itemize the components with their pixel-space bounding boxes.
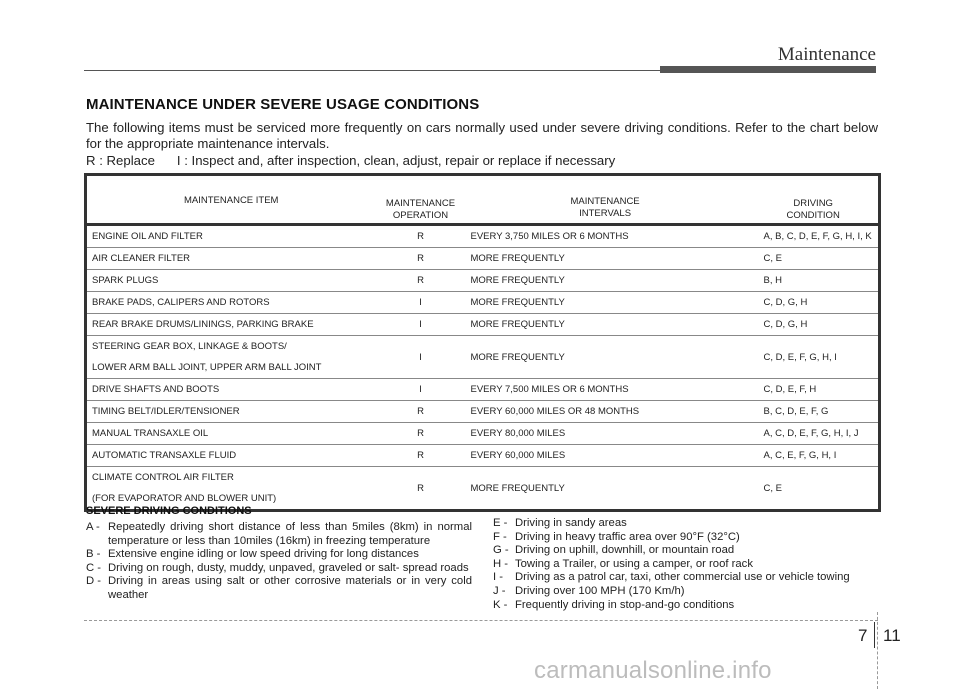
condition-text: Driving in sandy areas [515,517,627,529]
cell-item-line: AUTOMATIC TRANSAXLE FLUID [92,450,237,461]
cell-interval: MORE FREQUENTLY [466,248,759,270]
cell-interval: EVERY 80,000 MILES [466,423,759,445]
cell-item-line: STEERING GEAR BOX, LINKAGE & BOOTS/ [92,341,287,352]
condition-text: Repeatedly driving short distance of less than 5miles (8km) in normal temperature or less than 10miles (16km) in freezing temperature [108,521,472,547]
cell-operation: R [376,401,466,423]
cell-operation: R [376,248,466,270]
cell-item [86,336,376,379]
legend-line: R : Replace I : Inspect and, after inspection, clean, adjust, repair or replace if necessary [86,153,616,168]
cell-item-line: SPARK PLUGS [92,275,159,286]
table-row [86,270,880,292]
cell-item [86,248,376,270]
condition-item [493,517,881,531]
maintenance-table [84,173,881,512]
header-driving-condition [759,175,880,225]
cell-condition: B, C, D, E, F, G [759,401,880,423]
condition-item [86,575,472,602]
condition-item [493,544,881,558]
condition-item [86,548,472,562]
table-row [86,423,880,445]
condition-code: A - [86,521,100,533]
condition-text: Driving as a patrol car, taxi, other commercial use or vehicle towing [515,571,850,584]
cell-condition: B, H [759,270,880,292]
table-body [86,225,880,511]
header-operation-label: MAINTENANCE OPERATION [385,198,456,221]
condition-item [493,531,881,545]
section-label: Maintenance [777,44,876,65]
table-row [86,445,880,467]
page-separator [874,622,875,648]
cell-item-line: REAR BRAKE DRUMS/LININGS, PARKING BRAKE [92,319,314,330]
cell-condition: A, C, E, F, G, H, I [759,445,880,467]
table-row [86,401,880,423]
cell-condition: C, D, G, H [759,314,880,336]
cell-interval: MORE FREQUENTLY [466,336,759,379]
chapter-number: 7 [858,626,868,645]
conditions-list-left [86,521,472,603]
header-maintenance-item [86,175,376,225]
cell-condition: C, D, G, H [759,292,880,314]
condition-item [493,599,881,613]
condition-text: Towing a Trailer, or using a camper, or roof rack [515,557,753,570]
cell-item-line: CLIMATE CONTROL AIR FILTER [92,472,234,483]
footer-divider [877,612,878,689]
condition-text: Driving in heavy traffic area over 90°F (32°C) [515,530,740,543]
cell-operation: I [376,314,466,336]
cell-condition: C, E [763,482,782,494]
header-rule [84,70,660,71]
page-title: MAINTENANCE UNDER SEVERE USAGE CONDITIONS [86,96,480,113]
conditions-title: SEVERE DRIVING CONDITIONS [86,505,252,517]
condition-item [493,558,881,572]
condition-code: I - [493,571,504,584]
condition-code: J - [493,584,506,597]
cell-item [86,445,376,467]
condition-code: G - [493,544,509,557]
watermark: carmanualsonline.info [534,657,772,684]
condition-item [86,562,472,576]
cell-operation: R [376,225,466,248]
cell-item [86,314,376,336]
header-maintenance-operation [376,175,466,225]
cell-item [86,467,376,511]
cell-item [86,270,376,292]
cell-item-line: BRAKE PADS, CALIPERS AND ROTORS [92,297,270,308]
condition-code: C - [86,561,102,574]
condition-text: Frequently driving in stop-and-go conditions [515,598,735,611]
condition-code: D - [86,575,102,588]
cell-item [86,423,376,445]
condition-item [493,571,881,585]
cell-item [86,379,376,401]
conditions-list-right [493,517,881,612]
cell-operation: R [376,445,466,467]
table-row [86,248,880,270]
cell-interval: MORE FREQUENTLY [466,270,759,292]
condition-code: B - [86,548,101,561]
condition-text: Driving over 100 MPH (170 Km/h) [515,584,685,597]
table-row [86,467,880,511]
condition-code: F - [493,530,507,543]
cell-item-line: DRIVE SHAFTS AND BOOTS [92,384,220,395]
cell-interval: MORE FREQUENTLY [466,314,759,336]
cell-item-line: MANUAL TRANSAXLE OIL [92,428,209,439]
cell-item-line: ENGINE OIL AND FILTER [92,231,203,242]
footer-rule [84,620,878,621]
cell-operation: R [417,482,424,494]
condition-code: E - [493,517,508,529]
condition-text: Driving in areas using salt or other corrosive materials or in very cold weather [108,575,472,601]
cell-condition: C, D, E, F, H [759,379,880,401]
cell-item [86,292,376,314]
cell-condition: A, C, D, E, F, G, H, I, J [759,423,880,445]
table-header-row [86,175,880,225]
cell-operation: R [376,423,466,445]
header-intervals-label: MAINTENANCE INTERVALS [570,196,640,219]
intro-paragraph: The following items must be serviced more frequently on cars normally used under severe driving conditions. Refer to the chart below for the appropriate maintenance intervals. [86,120,878,151]
cell-interval: MORE FREQUENTLY [466,292,759,314]
header-bar [660,66,876,73]
cell-operation: I [376,379,466,401]
cell-condition: C, E [759,248,880,270]
header-condition-label: DRIVING CONDITION [786,197,840,221]
cell-interval: EVERY 7,500 MILES OR 6 MONTHS [466,379,759,401]
cell-operation: I [376,292,466,314]
cell-operation: R [376,270,466,292]
cell-item [86,225,376,248]
cell-item-line: LOWER ARM BALL JOINT, UPPER ARM BALL JOINT [92,362,322,373]
table-row [86,292,880,314]
condition-code: K - [493,598,508,611]
table-row [86,379,880,401]
cell-item-line: TIMING BELT/IDLER/TENSIONER [92,406,240,417]
cell-interval: EVERY 60,000 MILES [466,445,759,467]
page-index: 11 [883,626,901,645]
cell-item-line: (FOR EVAPORATOR AND BLOWER UNIT) [92,493,277,504]
cell-interval: EVERY 60,000 MILES OR 48 MONTHS [466,401,759,423]
cell-condition: A, B, C, D, E, F, G, H, I, K [759,225,880,248]
cell-condition: C, D, E, F, G, H, I [759,336,880,379]
condition-text: Driving on uphill, downhill, or mountain road [515,544,735,557]
table-row [86,225,880,248]
cell-item [86,401,376,423]
header-item-label: MAINTENANCE ITEM [184,194,279,206]
condition-text: Extensive engine idling or low speed driving for long distances [108,548,419,561]
condition-text: Driving on rough, dusty, muddy, unpaved, graveled or salt- spread roads [108,561,469,574]
condition-code: H - [493,557,509,570]
table-row [86,336,880,379]
header-maintenance-intervals [466,175,759,225]
cell-interval: MORE FREQUENTLY [470,482,565,494]
cell-operation: I [376,336,466,379]
condition-item [493,585,881,599]
cell-item-line: AIR CLEANER FILTER [92,253,191,264]
table-row [86,314,880,336]
cell-interval: EVERY 3,750 MILES OR 6 MONTHS [466,225,759,248]
condition-item [86,521,472,548]
